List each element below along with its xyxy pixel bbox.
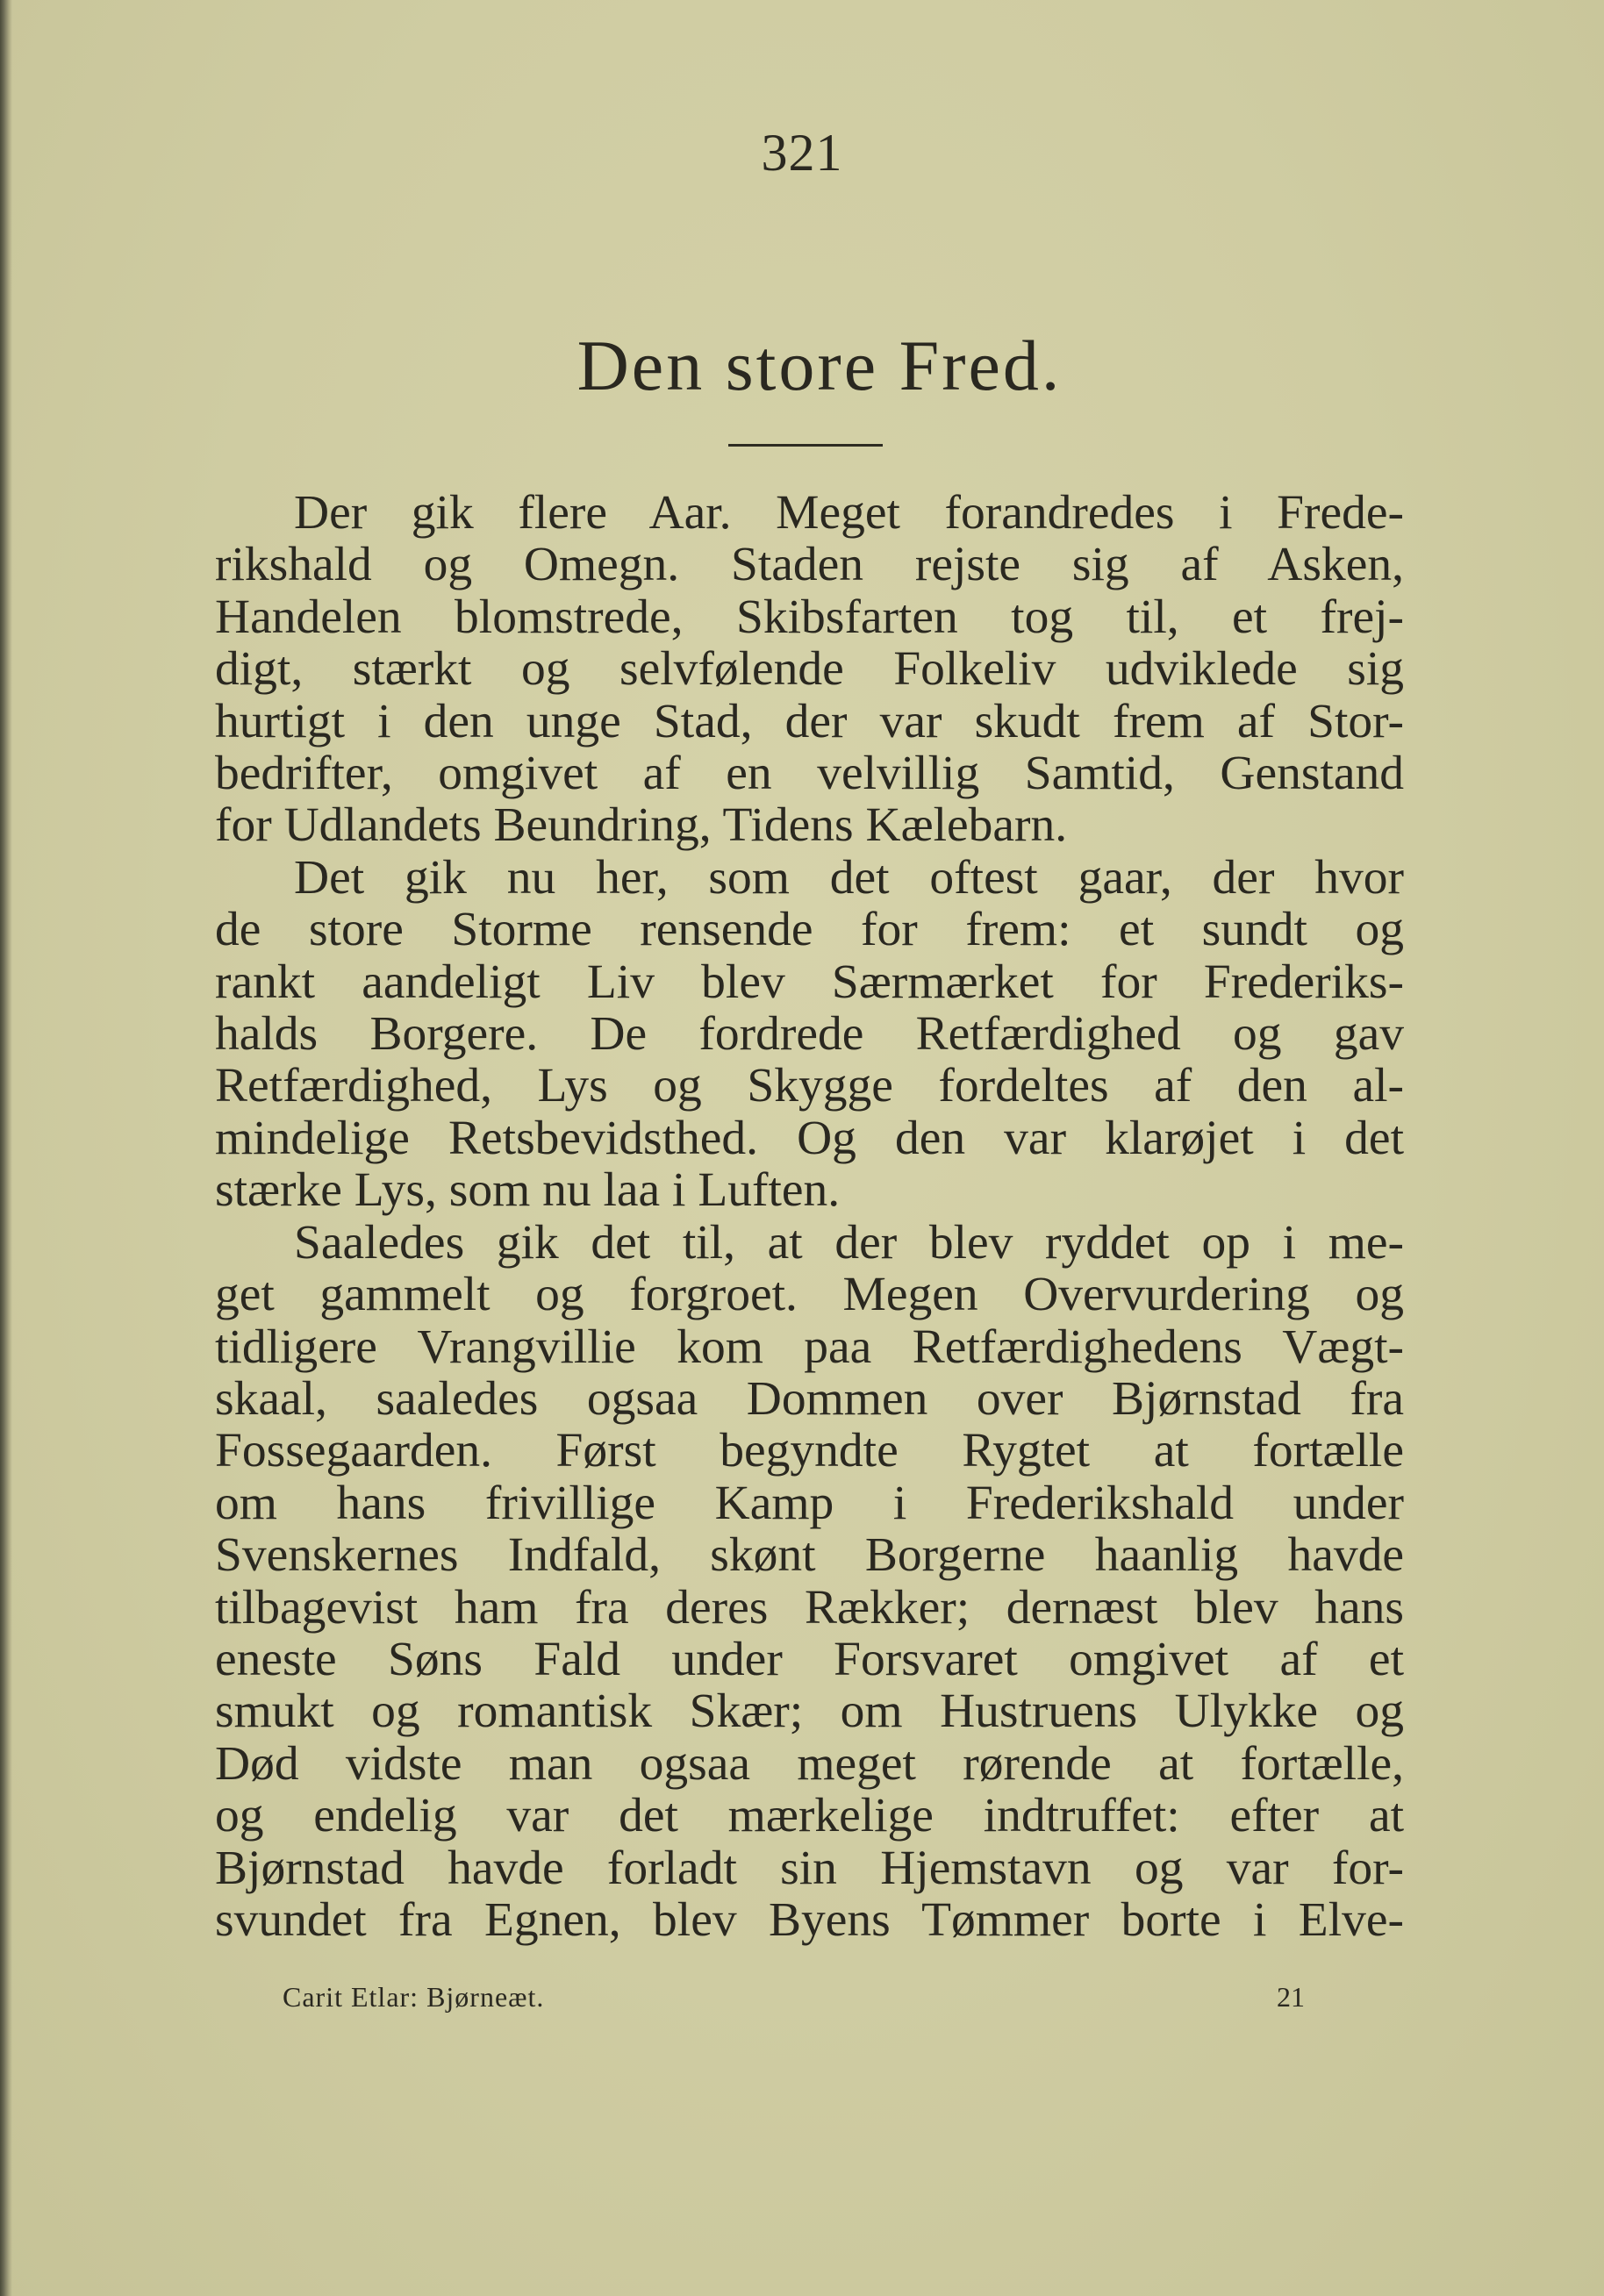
text-line: Død vidste man ogsaa meget rørende at fortælle, <box>215 1736 1404 1791</box>
text-line: get gammelt og forgroet. Megen Overvurdering og <box>215 1268 1404 1322</box>
paragraph-3 <box>215 1217 1404 1947</box>
text-line: stærke Lys, som nu laa i Luften. <box>215 1163 841 1218</box>
text-line: hurtigt i den unge Stad, der var skudt frem af Stor- <box>215 694 1404 748</box>
text-line: Bjørnstad havde forladt sin Hjemstavn og var for- <box>215 1841 1404 1895</box>
page-number: 321 <box>761 124 843 182</box>
text-line: tilbagevist ham fra deres Rækker; dernæst blev hans <box>215 1580 1404 1634</box>
paragraph-2 <box>215 852 1404 1217</box>
text-line: Det gik nu her, som det oftest gaar, der hvor <box>294 850 1404 905</box>
text-line: tidligere Vrangvillie kom paa Retfærdighedens Vægt- <box>215 1320 1404 1374</box>
text-line: rankt aandeligt Liv blev Særmærket for Frederiks- <box>215 955 1404 1009</box>
text-line: de store Storme rensende for frem: et sundt og <box>215 903 1404 957</box>
text-line: Svenskernes Indfald, skønt Borgerne haanlig havde <box>215 1528 1404 1583</box>
text-line: Handelen blomstrede, Skibsfarten tog til, et frej- <box>215 590 1404 644</box>
chapter-title: Den store Fred. <box>576 325 1063 405</box>
body-text <box>215 487 1404 1946</box>
page-footer <box>0 1981 1604 2016</box>
text-line: bedrifter, omgivet af en velvillig Samtid, Genstand <box>215 747 1404 801</box>
text-line: Retfærdighed, Lys og Skygge fordeltes af den al- <box>215 1059 1404 1113</box>
text-line: Der gik flere Aar. Meget forandredes i Frede- <box>294 486 1404 540</box>
text-line: rikshald og Omegn. Staden rejste sig af Asken, <box>215 538 1404 592</box>
text-line: og endelig var det mærkelige indtruffet: efter at <box>215 1789 1404 1843</box>
text-line: for Udlandets Beundring, Tidens Kælebarn. <box>215 798 1068 853</box>
text-line: skaal, saaledes ogsaa Dommen over Bjørnstad fra <box>215 1371 1404 1426</box>
text-line: svundet fra Egnen, blev Byens Tømmer borte i Elve- <box>215 1892 1404 1947</box>
text-line: Fossegaarden. Først begyndte Rygtet at fortælle <box>215 1424 1404 1478</box>
text-line: mindelige Retsbevidsthed. Og den var klarøjet i det <box>215 1111 1404 1165</box>
text-line: digt, stærkt og selvfølende Folkeliv udviklede sig <box>215 642 1404 697</box>
footer-sheet-number: 21 <box>1277 1981 1305 2013</box>
paragraph-1 <box>215 487 1404 852</box>
text-line: eneste Søns Fald under Forsvaret omgivet af et <box>215 1632 1404 1686</box>
footer-signature: Carit Etlar: Bjørneæt. <box>283 1981 545 2013</box>
title-rule <box>728 444 883 447</box>
text-line: smukt og romantisk Skær; om Hustruens Ulykke og <box>215 1684 1404 1739</box>
text-line: Saaledes gik det til, at der blev ryddet op i me- <box>294 1215 1404 1270</box>
text-line: halds Borgere. De fordrede Retfærdighed og gav <box>215 1007 1404 1062</box>
text-line: om hans frivillige Kamp i Frederikshald under <box>215 1476 1404 1530</box>
